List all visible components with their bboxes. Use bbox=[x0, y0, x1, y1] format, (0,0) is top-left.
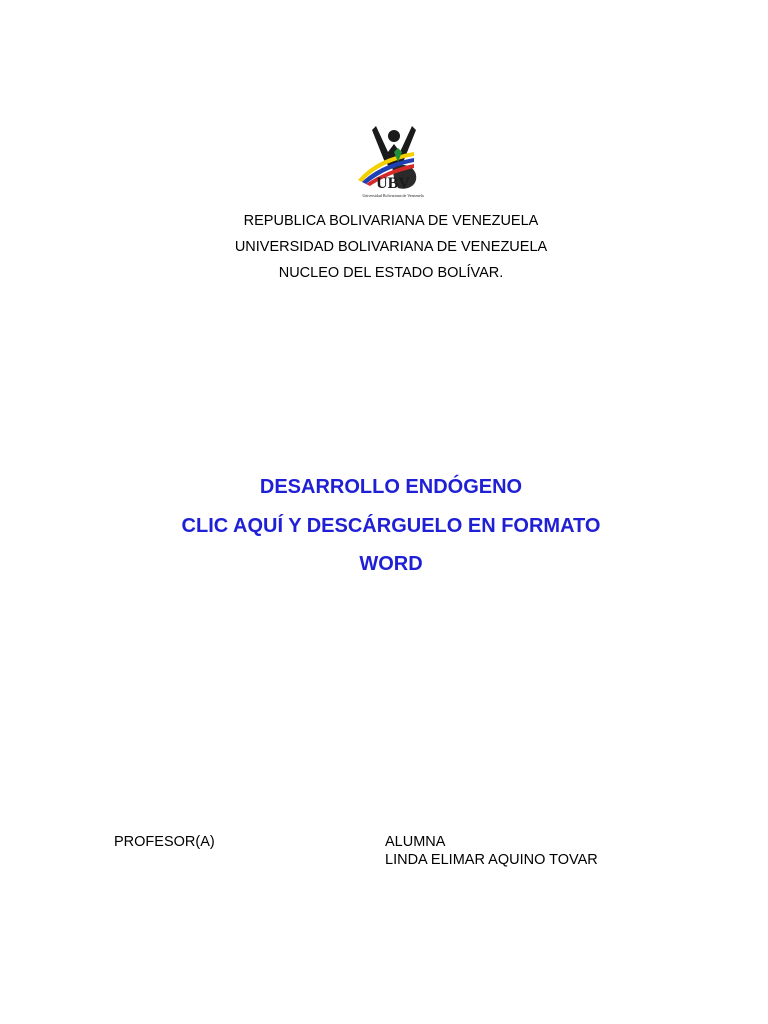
alumna-block bbox=[385, 833, 598, 869]
ubv-logo-subtext: Universidad Bolivariana de Venezuela bbox=[362, 193, 424, 198]
download-word-link[interactable]: CLIC AQUÍ Y DESCÁRGUELO EN FORMATO bbox=[181, 514, 601, 537]
ubv-logo-text: UBV bbox=[376, 175, 410, 192]
alumna-label: ALUMNA bbox=[385, 834, 446, 850]
header-republic: REPUBLICA BOLIVARIANA DE VENEZUELA bbox=[243, 213, 539, 229]
document-title-block bbox=[0, 468, 768, 584]
ubv-logo bbox=[354, 122, 432, 202]
institution-header bbox=[0, 208, 768, 286]
alumna-name: LINDA ELIMAR AQUINO TOVAR bbox=[385, 852, 598, 868]
header-nucleus: NUCLEO DEL ESTADO BOLÍVAR. bbox=[278, 265, 504, 281]
profesor-label: PROFESOR(A) bbox=[114, 834, 215, 850]
download-word-link-continued[interactable]: WORD bbox=[359, 553, 423, 575]
header-university: UNIVERSIDAD BOLIVARIANA DE VENEZUELA bbox=[234, 239, 548, 255]
document-title: DESARROLLO ENDÓGENO bbox=[259, 476, 523, 498]
